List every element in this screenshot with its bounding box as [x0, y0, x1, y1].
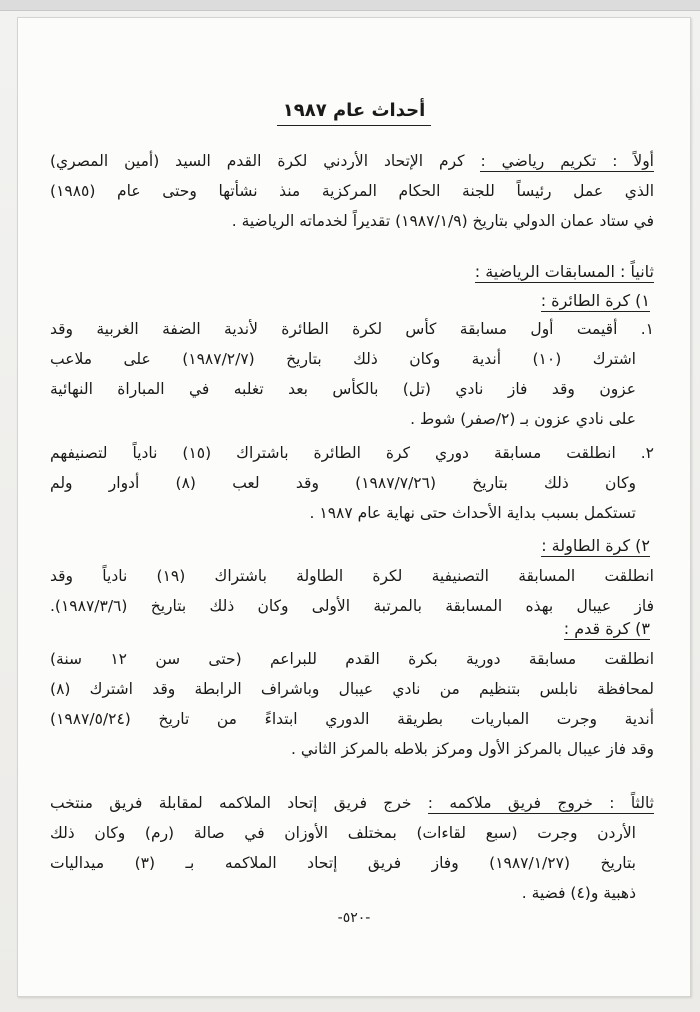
paragraph-line: ٢. انطلقت مسابقة دوري كرة الطائرة باشتراك (١٥) نادياً لتصنيفهم: [50, 444, 654, 462]
honor-label: أولاً : تكريم رياضي :: [480, 152, 654, 170]
table-tennis-block: [50, 531, 654, 621]
honor-line-2: الذي عمل رئيساً للجنة الحكام المركزية منذ نشأتها وحتى عام (١٩٨٥): [50, 182, 654, 200]
paragraph-line: الأردن وجرت (سبع لقاءات) بمختلف الأوزان في صالة (رم) وكان ذلك: [50, 824, 636, 842]
paragraph-line: على نادي عزون بـ (٢/صفر) شوط .: [410, 410, 636, 428]
paragraph-line: تستكمل بسبب بداية الأحداث حتى نهاية عام ١٩٨٧ .: [309, 504, 636, 522]
football-block: [50, 614, 654, 764]
boxing-line-1: ثالثاً : خروج فريق ملاكمه : خرج فريق إتحاد الملاكمه لمقابلة فريق منتخب: [50, 794, 654, 812]
paragraph-line: انطلقت المسابقة التصنيفية لكرة الطاولة باشتراك (١٩) نادياً وقد: [50, 567, 654, 585]
section-competitions: [50, 257, 654, 287]
section-boxing: [50, 788, 654, 908]
honor-line-3: في ستاد عمان الدولي بتاريخ (١٩٨٧/١/٩) تقديراً لخدماته الرياضية .: [231, 212, 654, 230]
page-number: -٥٢٠-: [337, 910, 371, 926]
paragraph-line: ذهبية و(٤) فضية .: [521, 884, 636, 902]
paragraph-line: وقد فاز عيبال بالمركز الأول ومركز بلاطه بالمركز الثاني .: [291, 740, 654, 758]
paragraph-line: وكان ذلك بتاريخ (١٩٨٧/٧/٢٦) وقد لعب (٨) أدوار ولم: [50, 474, 636, 492]
table-tennis-heading: ٢) كرة الطاولة :: [541, 536, 650, 555]
paragraph-line: بتاريخ (١٩٨٧/١/٢٧) وفاز فريق إتحاد الملاكمه بـ (٣) ميداليات: [50, 854, 636, 872]
competitions-heading: ثانياً : المسابقات الرياضية :: [474, 262, 654, 281]
paragraph-line: أندية وجرت المباريات بطريقة الدوري ابتداءً من تاريخ (١٩٨٧/٥/٢٤): [50, 710, 654, 728]
paragraph-line: فاز عيبال بهذه المسابقة بالمرتبة الأولى وكان ذلك بتاريخ (١٩٨٧/٣/٦).: [50, 597, 654, 615]
section-honor: [50, 146, 654, 236]
paragraph-line: اشترك (١٠) أندية وكان ذلك بتاريخ (١٩٨٧/٢/٧) على ملاعب: [50, 350, 636, 368]
paper-page: [17, 17, 691, 997]
paragraph-line: لمحافظة نابلس بتنظيم من نادي عيبال وباشراف الرابطة وقد اشترك (٨): [50, 680, 654, 698]
football-heading: ٣) كرة قدم :: [563, 619, 650, 638]
paragraph-line: انطلقت مسابقة دورية بكرة القدم للبراعم (حتى سن ١٢ سنة): [50, 650, 654, 668]
volleyball-block: [50, 286, 654, 316]
volleyball-item-2: [50, 438, 654, 528]
paragraph-line: عزون وقد فاز نادي (تل) بالكأس بعد تغلبه في المباراة النهائية: [50, 380, 636, 398]
paragraph-line: ١. أقيمت أول مسابقة كأس لكرة الطائرة لأندية الضفة الغربية وقد: [50, 320, 654, 338]
honor-line-1: أولاً : تكريم رياضي : كرم الإتحاد الأردني لكرة القدم السيد (أمين المصري): [50, 152, 654, 170]
page-title: أحداث عام ١٩٨٧: [18, 100, 690, 121]
boxing-label: ثالثاً : خروج فريق ملاكمه :: [427, 794, 654, 812]
scanner-edge: [0, 0, 700, 11]
volleyball-heading: ١) كرة الطائرة :: [540, 291, 650, 310]
volleyball-item-1: [50, 314, 654, 434]
